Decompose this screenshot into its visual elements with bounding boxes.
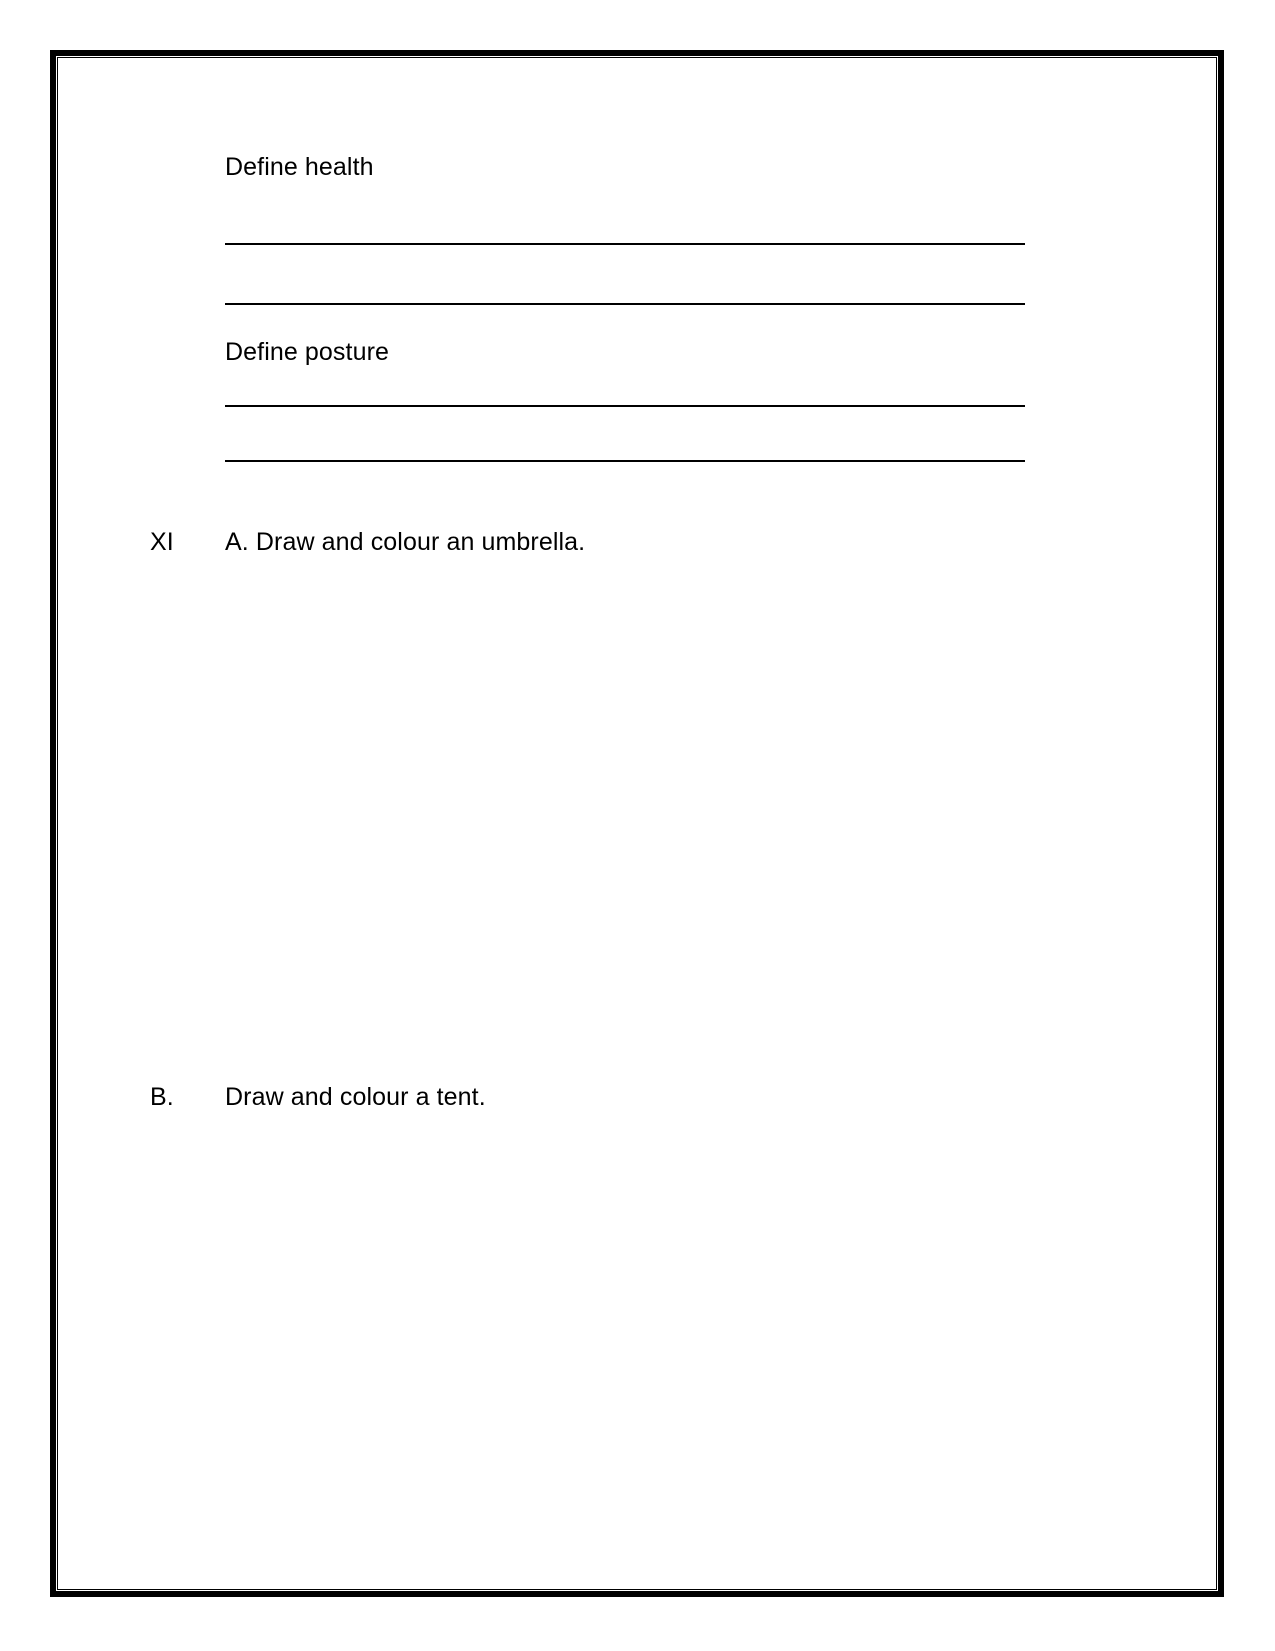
question-define-health: Define health: [225, 153, 374, 181]
question-draw-umbrella: A. Draw and colour an umbrella.: [225, 528, 586, 556]
answer-line-posture-1[interactable]: [225, 405, 1025, 407]
section-number-xi: XI: [150, 528, 174, 556]
question-define-posture: Define posture: [225, 338, 389, 366]
question-draw-tent: Draw and colour a tent.: [225, 1083, 486, 1111]
answer-line-posture-2[interactable]: [225, 460, 1025, 462]
answer-line-health-1[interactable]: [225, 243, 1025, 245]
answer-line-health-2[interactable]: [225, 303, 1025, 305]
part-b-marker: B.: [150, 1083, 174, 1111]
page-border-inner: [57, 57, 1217, 1590]
